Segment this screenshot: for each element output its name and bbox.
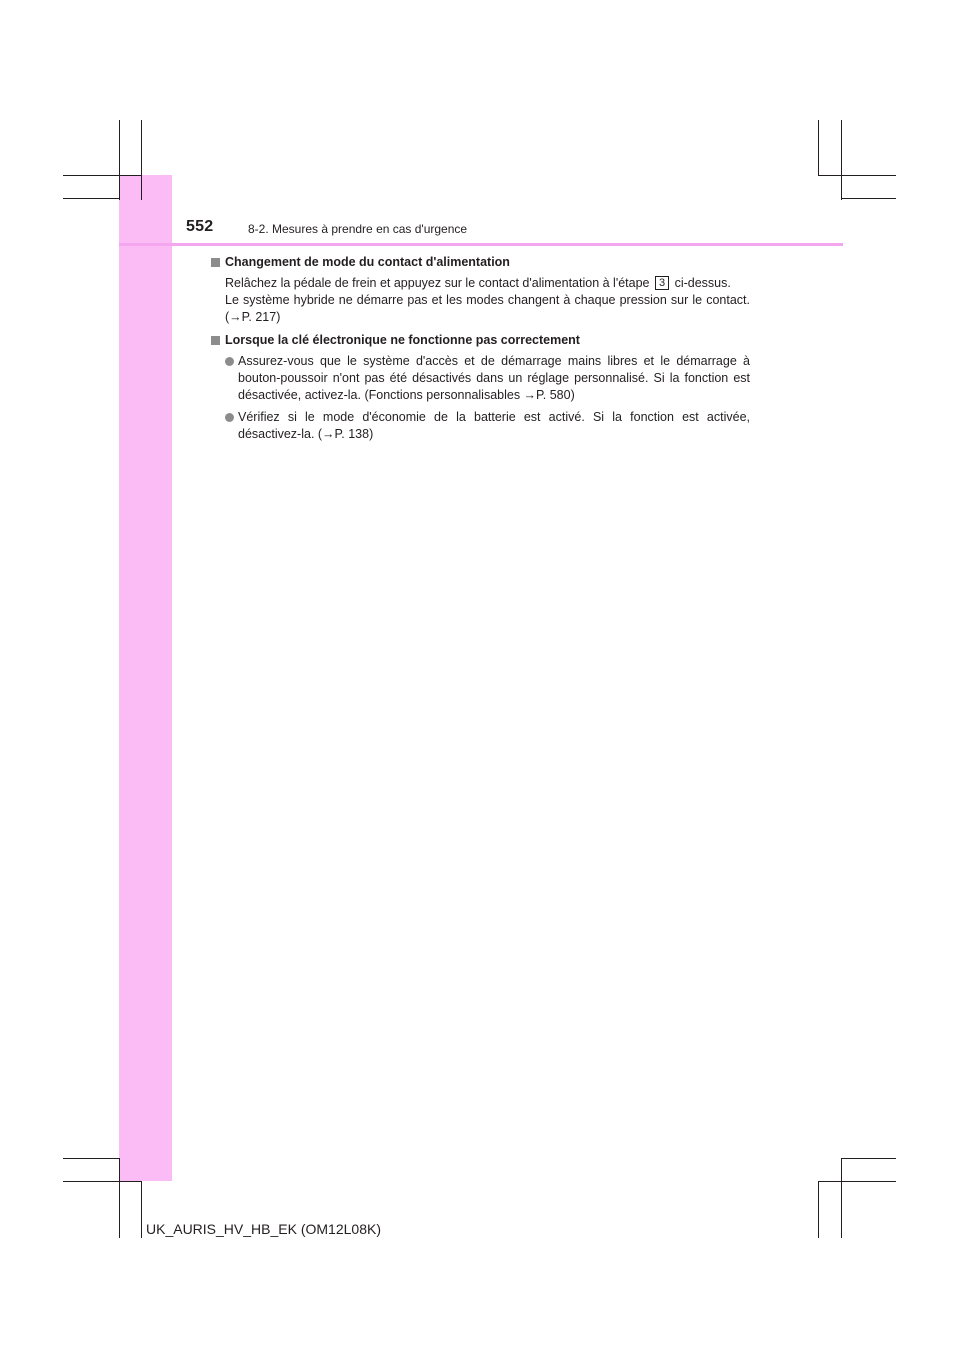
page-number: 552 bbox=[186, 218, 214, 235]
section-heading bbox=[210, 332, 750, 349]
paragraph-text: Le système hybride ne démarre pas et les modes changent à chaque pression sur le contact. (→P. 217) bbox=[225, 293, 750, 324]
list-item-text: Vérifiez si le mode d'économie de la batterie est activé. Si la fonction est activée, désactivez-la. (→P. 138) bbox=[238, 410, 750, 441]
crop-mark bbox=[63, 175, 141, 176]
circle-icon bbox=[225, 413, 234, 422]
crop-mark bbox=[818, 1181, 819, 1238]
crop-mark bbox=[141, 1181, 142, 1238]
section-heading-text: Changement de mode du contact d'alimentation bbox=[225, 255, 510, 269]
step-reference-badge: 3 bbox=[655, 276, 669, 290]
page-content bbox=[210, 254, 750, 448]
square-icon bbox=[211, 258, 220, 267]
crop-mark bbox=[63, 1158, 120, 1159]
crop-mark bbox=[119, 1158, 120, 1238]
margin-band bbox=[119, 175, 172, 1181]
crop-mark bbox=[818, 1181, 896, 1182]
document-code: UK_AURIS_HV_HB_EK (OM12L08K) bbox=[146, 1221, 381, 1237]
list-item-text: Assurez-vous que le système d'accès et de démarrage mains libres et le démarrage à bouton-poussoir n'ont pas été désactivés dans un réglage personnalisé. Si la fonction est désactivée, activez-la. (Fonctions personnalisables →P. 580) bbox=[238, 354, 750, 402]
header-rule bbox=[119, 243, 843, 246]
crop-mark bbox=[63, 198, 120, 199]
crop-mark bbox=[63, 1181, 141, 1182]
paragraph bbox=[225, 275, 750, 326]
crop-mark bbox=[141, 120, 142, 200]
crop-mark bbox=[841, 198, 896, 199]
section-heading-text: Lorsque la clé électronique ne fonctionne pas correctement bbox=[225, 333, 580, 347]
crop-mark bbox=[841, 120, 842, 200]
crop-mark bbox=[119, 120, 120, 200]
square-icon bbox=[211, 336, 220, 345]
crop-mark bbox=[841, 1158, 896, 1159]
paragraph-text: Relâchez la pédale de frein et appuyez sur le contact d'alimentation à l'étape bbox=[225, 276, 650, 290]
crop-mark bbox=[818, 175, 896, 176]
list-item bbox=[210, 353, 750, 404]
section-heading bbox=[210, 254, 750, 271]
paragraph-text: ci-dessus. bbox=[674, 276, 731, 290]
crop-mark bbox=[818, 120, 819, 176]
list-item bbox=[210, 409, 750, 443]
circle-icon bbox=[225, 357, 234, 366]
crop-mark bbox=[841, 1158, 842, 1238]
section-header-title: 8-2. Mesures à prendre en cas d'urgence bbox=[248, 222, 468, 236]
